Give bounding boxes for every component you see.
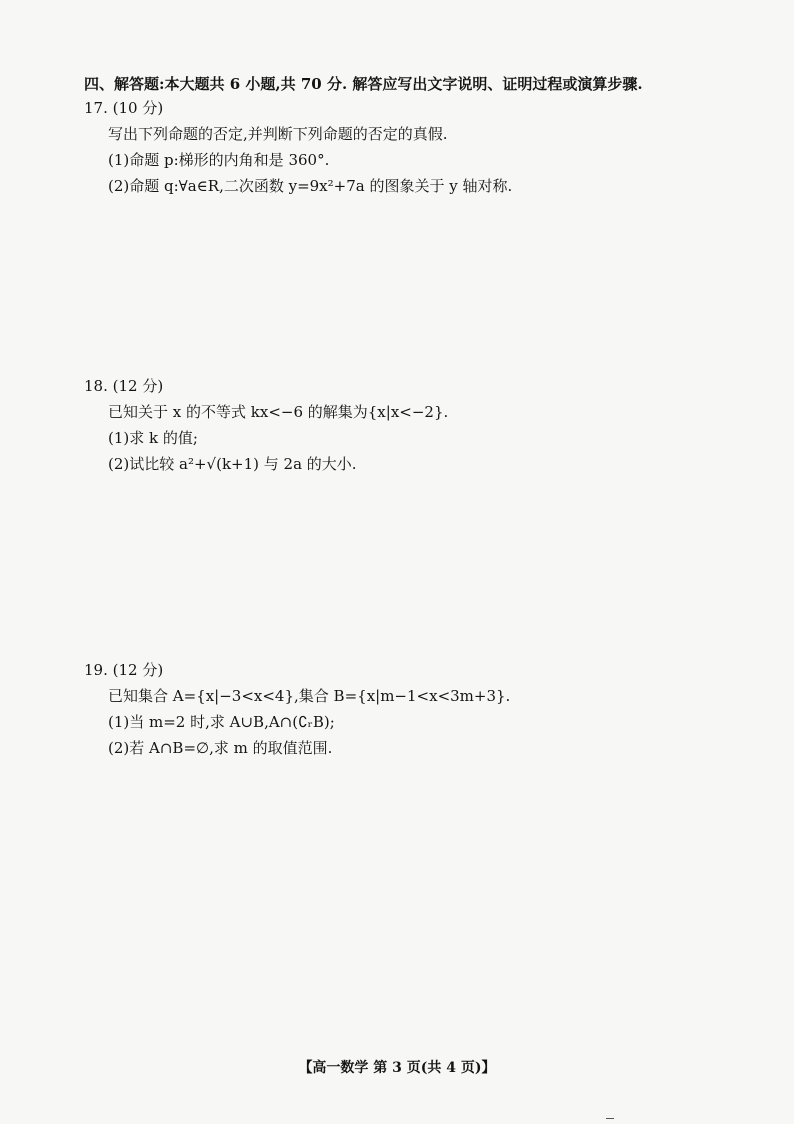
page-footer: 【高一数学 第 3 页(共 4 页)】 — [298, 1060, 496, 1076]
question-part-2: (2)若 A∩B=∅,求 m 的取值范围. — [108, 739, 333, 757]
question-part-2: (2)试比较 a²+√(k+1) 与 2a 的大小. — [108, 455, 357, 473]
question-stem: 写出下列命题的否定,并判断下列命题的否定的真假. — [108, 125, 448, 143]
question-stem: 已知关于 x 的不等式 kx<−6 的解集为{x|x<−2}. — [108, 403, 449, 421]
question-stem: 已知集合 A={x|−3<x<4},集合 B={x|m−1<x<3m+3}. — [108, 687, 511, 705]
question-part-1: (1)命题 p:梯形的内角和是 360°. — [108, 151, 330, 169]
question-label: 18. (12 分) — [84, 377, 164, 395]
question-label: 19. (12 分) — [84, 661, 164, 679]
question-part-2: (2)命题 q:∀a∈R,二次函数 y=9x²+7a 的图象关于 y 轴对称. — [108, 177, 513, 195]
question-label: 17. (10 分) — [84, 99, 164, 117]
question-part-1: (1)当 m=2 时,求 A∪B,A∩(∁ᵣB); — [108, 713, 335, 731]
question-part-1: (1)求 k 的值; — [108, 429, 198, 447]
scan-speck — [606, 1118, 614, 1119]
section-header: 四、解答题:本大题共 6 小题,共 70 分. 解答应写出文字说明、证明过程或演算步骤. — [84, 75, 643, 93]
